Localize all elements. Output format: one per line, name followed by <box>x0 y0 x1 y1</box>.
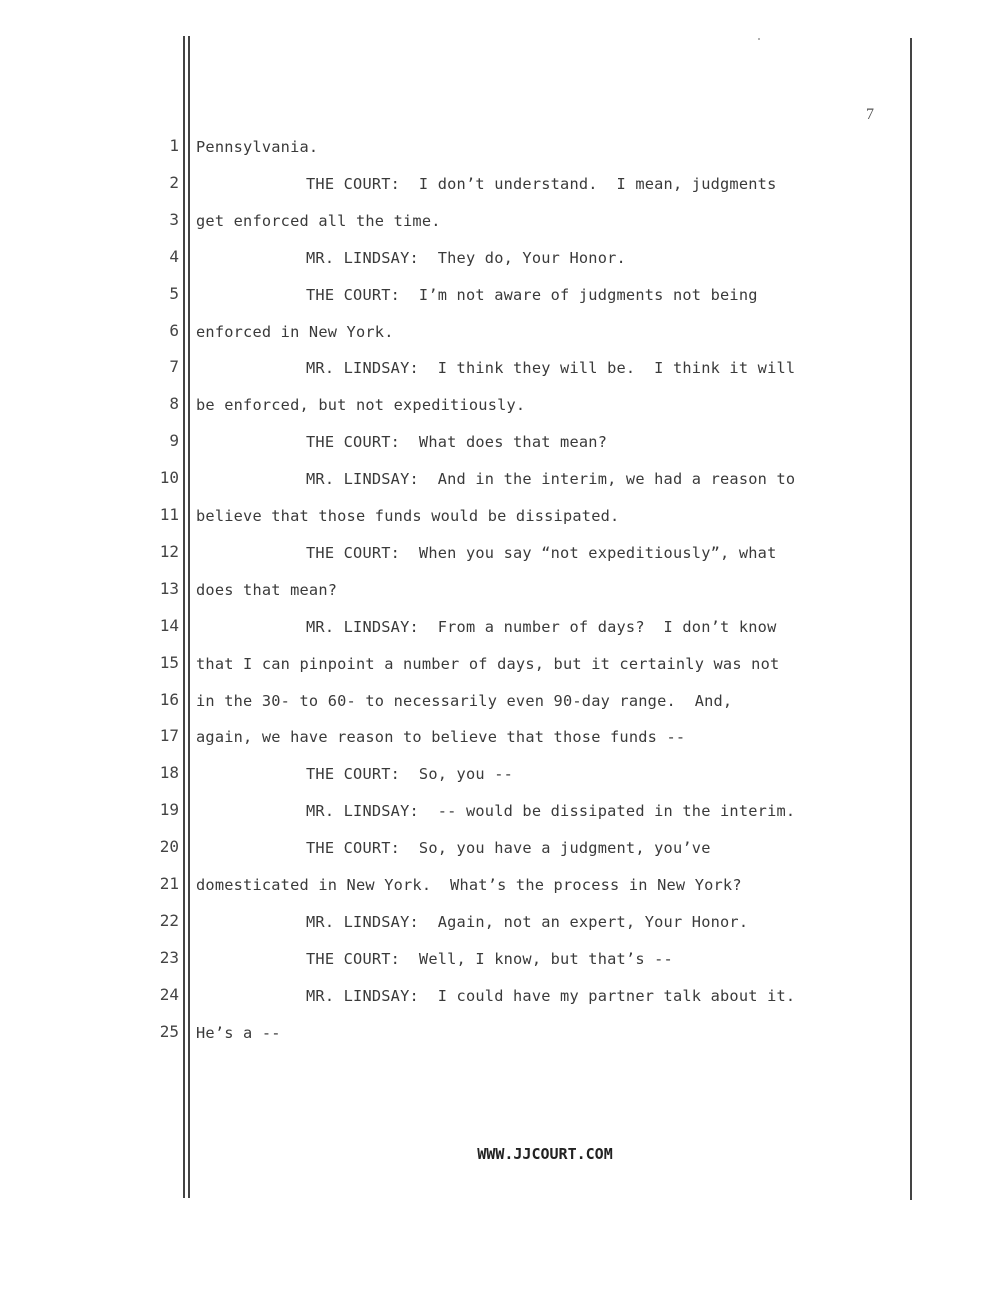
page-number: 7 <box>866 106 874 123</box>
line-number: 1 <box>169 136 179 155</box>
transcript-line: MR. LINDSAY: And in the interim, we had a reason to <box>306 470 796 488</box>
line-number: 6 <box>169 321 179 340</box>
line-number: 21 <box>159 874 179 893</box>
transcript-line: THE COURT: What does that mean? <box>306 433 608 451</box>
line-number: 16 <box>159 690 179 709</box>
line-number: 12 <box>159 542 179 561</box>
line-number: 4 <box>169 247 179 266</box>
line-number: 10 <box>159 468 179 487</box>
transcript-line: that I can pinpoint a number of days, but it certainly was not <box>196 655 780 673</box>
transcript-line: does that mean? <box>196 581 338 599</box>
line-number: 18 <box>159 763 179 782</box>
transcript-line: Pennsylvania. <box>196 138 319 156</box>
transcript-line: be enforced, but not expeditiously. <box>196 396 526 414</box>
scan-speck <box>758 38 760 40</box>
transcript-line: domesticated in New York. What’s the process in New York? <box>196 876 742 894</box>
right-margin-rule <box>910 38 912 1200</box>
transcript-line: THE COURT: I don’t understand. I mean, judgments <box>306 175 777 193</box>
line-number: 17 <box>159 726 179 745</box>
transcript-line: THE COURT: So, you -- <box>306 765 514 783</box>
left-margin-rule <box>183 36 185 1198</box>
line-number: 23 <box>159 948 179 967</box>
transcript-line: He’s a -- <box>196 1024 281 1042</box>
transcript-line: THE COURT: I’m not aware of judgments not being <box>306 286 758 304</box>
transcript-line: THE COURT: When you say “not expeditiously”, what <box>306 544 777 562</box>
line-number: 7 <box>169 357 179 376</box>
transcript-line: MR. LINDSAY: Again, not an expert, Your Honor. <box>306 913 749 931</box>
footer-website: WWW.JJCOURT.COM <box>477 1145 613 1163</box>
line-number: 20 <box>159 837 179 856</box>
line-number: 24 <box>159 985 179 1004</box>
line-number: 19 <box>159 800 179 819</box>
line-number: 2 <box>169 173 179 192</box>
transcript-line: MR. LINDSAY: From a number of days? I don’t know <box>306 618 777 636</box>
transcript-line: believe that those funds would be dissipated. <box>196 507 620 525</box>
transcript-line: MR. LINDSAY: I could have my partner talk about it. <box>306 987 796 1005</box>
line-number: 13 <box>159 579 179 598</box>
line-number: 8 <box>169 394 179 413</box>
transcript-line: THE COURT: So, you have a judgment, you’ve <box>306 839 711 857</box>
line-number: 11 <box>159 505 179 524</box>
line-number: 25 <box>159 1022 179 1041</box>
line-number: 3 <box>169 210 179 229</box>
line-number: 5 <box>169 284 179 303</box>
line-number: 9 <box>169 431 179 450</box>
transcript-line: MR. LINDSAY: -- would be dissipated in the interim. <box>306 802 796 820</box>
line-number: 14 <box>159 616 179 635</box>
transcript-line: THE COURT: Well, I know, but that’s -- <box>306 950 673 968</box>
transcript-line: get enforced all the time. <box>196 212 441 230</box>
line-number: 22 <box>159 911 179 930</box>
transcript-line: enforced in New York. <box>196 323 394 341</box>
transcript-line: in the 30- to 60- to necessarily even 90-day range. And, <box>196 692 733 710</box>
transcript-line: MR. LINDSAY: I think they will be. I think it will <box>306 359 796 377</box>
transcript-line: again, we have reason to believe that those funds -- <box>196 728 686 746</box>
transcript-line: MR. LINDSAY: They do, Your Honor. <box>306 249 626 267</box>
left-margin-rule-inner <box>188 36 190 1198</box>
line-number: 15 <box>159 653 179 672</box>
